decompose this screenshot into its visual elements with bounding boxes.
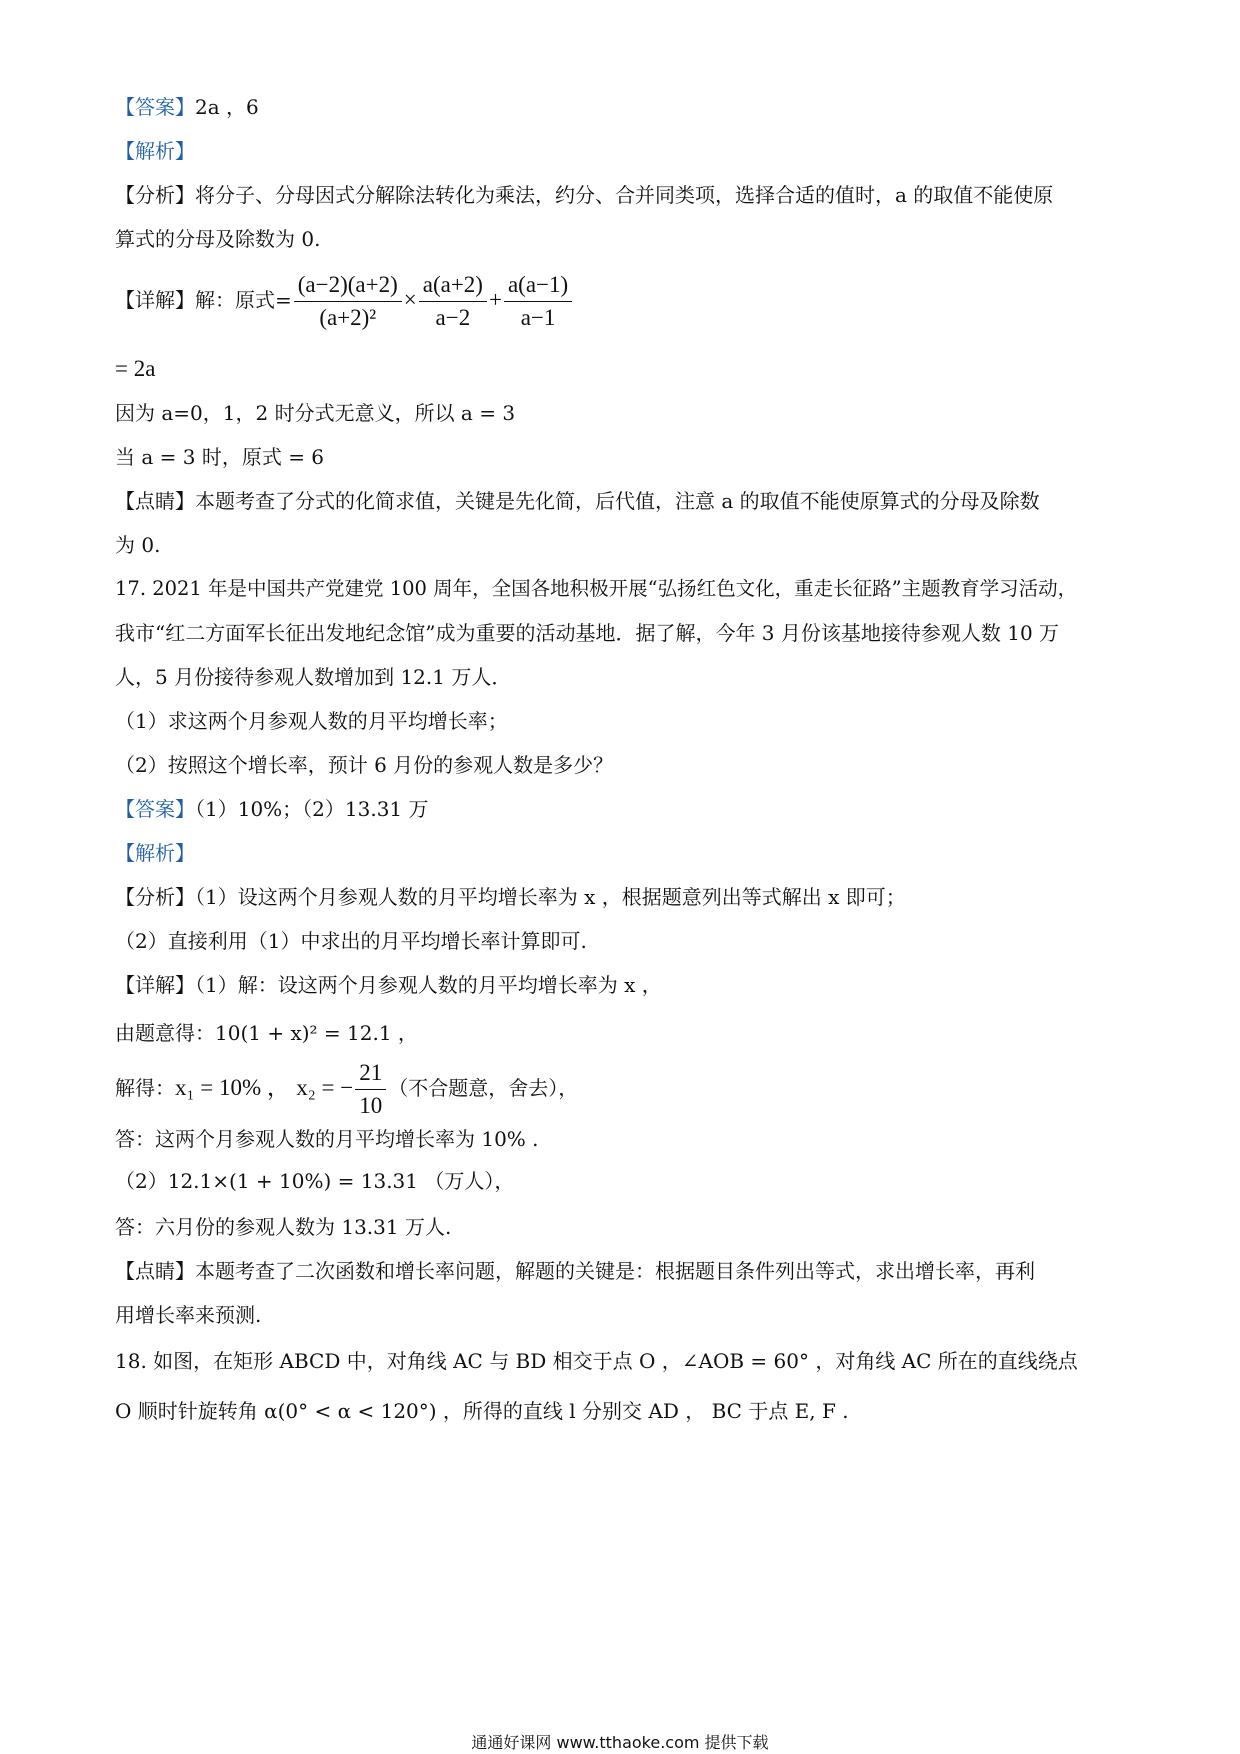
q17-answer-2-line: 答：六月份的参观人数为 13.31 万人. bbox=[115, 1215, 452, 1239]
analysis-tag: 【解析】 bbox=[115, 139, 195, 163]
q17-solve-suffix: （不合题意，舍去）， bbox=[388, 1076, 579, 1100]
q16-fraction-1-den: (a+2)² bbox=[319, 305, 377, 330]
q17-sub-question-2: （2）按照这个增长率，预计 6 月份的参观人数是多少？ bbox=[115, 753, 614, 777]
q17-solve-x1: x₁ = 10% ， bbox=[175, 1075, 290, 1100]
q17-answer-line bbox=[115, 794, 429, 824]
q17-detail-line-1 bbox=[115, 970, 662, 1000]
q16-dianjing-text-1: 本题考查了分式的化简求值，关键是先化简，后代值，注意 a 的取值不能使原算式的分母及除数 bbox=[195, 489, 1040, 513]
q16-answer: 2a ，6 bbox=[195, 95, 259, 119]
q16-dianjing-line-1 bbox=[115, 486, 1040, 516]
q18-stem-line-1: 18. 如图，在矩形 ABCD 中，对角线 AC 与 BD 相交于点 O ，∠AOB = 60° ，对角线 AC 所在的直线绕点 bbox=[115, 1349, 1078, 1373]
q16-when-line: 当 a = 3 时，原式 = 6 bbox=[115, 445, 325, 469]
q16-fraction-3 bbox=[504, 269, 572, 334]
q16-detail-line bbox=[115, 266, 574, 334]
dianjing-tag: 【点睛】 bbox=[115, 1259, 195, 1283]
q18-stem-line-2: O 顺时针旋转角 α(0° < α < 120°) ，所得的直线 l 分别交 AD ， BC 于点 E, F . bbox=[115, 1399, 849, 1423]
q17-answer: （1）10%；（2）13.31 万 bbox=[195, 797, 429, 821]
page-footer: 通通好课网 www.tthaoke.com 提供下载 bbox=[471, 1733, 769, 1752]
q16-fraction-1 bbox=[294, 269, 402, 334]
q16-fenxi-line-1 bbox=[115, 180, 1053, 210]
q17-dianjing-text-1: 本题考查了二次函数和增长率问题，解题的关键是：根据题目条件列出等式，求出增长率，再利 bbox=[195, 1259, 1035, 1283]
q17-calc-2-line: （2）12.1×(1 + 10%) = 13.31 （万人）， bbox=[115, 1169, 515, 1193]
answer-tag: 【答案】 bbox=[115, 797, 195, 821]
q16-op-plus: + bbox=[488, 287, 502, 312]
q17-dianjing-line-1 bbox=[115, 1256, 1035, 1286]
q16-op-times: × bbox=[403, 287, 417, 312]
q16-equals-line: = 2a bbox=[115, 356, 156, 381]
q17-equation-line: 由题意得：10(1 + x)² = 12.1 ， bbox=[115, 1021, 418, 1045]
q17-fenxi-text-1: （1）设这两个月参观人数的月平均增长率为 x ，根据题意列出等式解出 x 即可； bbox=[195, 885, 906, 909]
q17-fenxi-line-2: （2）直接利用（1）中求出的月平均增长率计算即可. bbox=[115, 929, 587, 953]
q17-solve-fraction-den: 10 bbox=[359, 1093, 383, 1118]
q17-detail-text-1: （1）解：设这两个月参观人数的月平均增长率为 x ， bbox=[195, 973, 662, 997]
q17-answer-1-line: 答：这两个月参观人数的月平均增长率为 10% . bbox=[115, 1127, 539, 1151]
q17-stem-line-2: 我市“红二方面军长征出发地纪念馆”成为重要的活动基地．据了解，今年 3 月份该基地接待参观人数 10 万 bbox=[115, 621, 1060, 645]
q17-stem-line-1: 17. 2021 年是中国共产党建党 100 周年，全国各地积极开展“弘扬红色文化，重走长征路”主题教育学习活动， bbox=[115, 577, 1078, 600]
q17-stem-line-3: 人，5 月份接待参观人数增加到 12.1 万人． bbox=[115, 665, 512, 689]
q17-solve-line bbox=[115, 1056, 578, 1122]
q17-analysis-line bbox=[115, 838, 195, 868]
q16-fraction-2-num: a(a+2) bbox=[419, 269, 487, 302]
q16-fraction-1-num: (a−2)(a+2) bbox=[294, 269, 402, 302]
fenxi-tag: 【分析】 bbox=[115, 183, 195, 207]
q17-dianjing-line-2: 用增长率来预测. bbox=[115, 1303, 262, 1327]
analysis-tag: 【解析】 bbox=[115, 841, 195, 865]
q16-because-line: 因为 a=0，1，2 时分式无意义，所以 a = 3 bbox=[115, 401, 516, 425]
q17-sub-question-1: （1）求这两个月参观人数的月平均增长率； bbox=[115, 709, 508, 733]
dianjing-tag: 【点睛】 bbox=[115, 489, 195, 513]
q17-solve-prefix: 解得： bbox=[115, 1076, 175, 1100]
fenxi-tag: 【分析】 bbox=[115, 885, 195, 909]
answer-tag: 【答案】 bbox=[115, 95, 195, 119]
q16-fraction-3-num: a(a−1) bbox=[504, 269, 572, 302]
detail-tag: 【详解】 bbox=[115, 973, 195, 997]
q16-answer-line bbox=[115, 92, 259, 122]
detail-tag: 【详解】 bbox=[115, 288, 195, 312]
q16-fenxi-text-1: 将分子、分母因式分解除法转化为乘法，约分、合并同类项，选择合适的值时，a 的取值不能使原 bbox=[195, 183, 1054, 207]
q17-solve-fraction bbox=[355, 1057, 386, 1122]
q17-solve-x2: x₂ = − bbox=[296, 1075, 354, 1100]
q16-fenxi-line-2: 算式的分母及除数为 0. bbox=[115, 227, 321, 251]
q16-fraction-3-den: a−1 bbox=[520, 305, 556, 330]
q16-detail-prefix: 解：原式= bbox=[195, 288, 292, 312]
q17-solve-fraction-num: 21 bbox=[355, 1057, 386, 1090]
q16-analysis-line bbox=[115, 136, 195, 166]
q16-fraction-2 bbox=[419, 269, 487, 334]
q16-fraction-2-den: a−2 bbox=[435, 305, 471, 330]
q17-fenxi-line-1 bbox=[115, 882, 906, 912]
q16-dianjing-line-2: 为 0. bbox=[115, 533, 161, 557]
